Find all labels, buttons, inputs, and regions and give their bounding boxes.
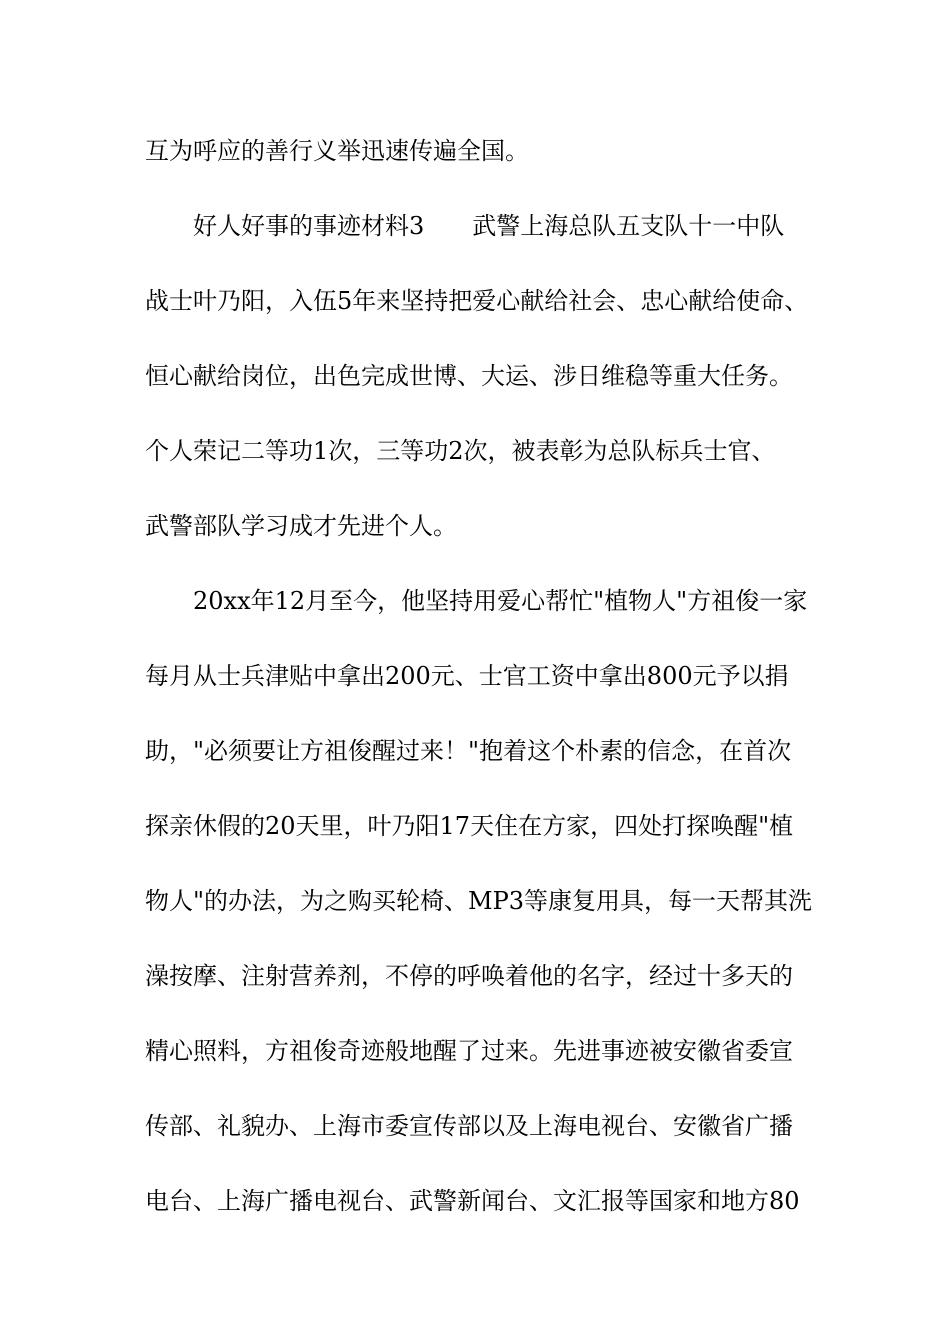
text-line-4: 恒心献给岗位，出色完成世博、大运、涉日维稳等重大任务。 <box>145 362 793 390</box>
text-line-5: 个人荣记二等功1次，三等功2次，被表彰为总队标兵士官、 <box>145 437 776 465</box>
text-line-7: 20xx年12月至今，他坚持用爱心帮忙"植物人"方祖俊一家 <box>193 587 808 615</box>
text-line-12: 澡按摩、注射营养剂，不停的呼唤着他的名字，经过十多天的 <box>145 962 793 990</box>
text-line-14: 传部、礼貌办、上海市委宣传部以及上海电视台、安徽省广播 <box>145 1112 793 1140</box>
text-line-3: 战士叶乃阳，入伍5年来坚持把爱心献给社会、忠心献给使命、 <box>145 287 809 315</box>
text-line-9: 助，"必须要让方祖俊醒过来！"抱着这个朴素的信念，在首次 <box>145 737 792 765</box>
text-line-10: 探亲休假的20天里，叶乃阳17天住在方家，四处打探唤醒"植 <box>145 812 794 840</box>
text-line-2: 好人好事的事迹材料3 武警上海总队五支队十一中队 <box>193 212 785 240</box>
text-line-11: 物人"的办法，为之购买轮椅、MP3等康复用具，每一天帮其洗 <box>145 887 813 915</box>
text-line-1: 互为呼应的善行义举迅速传遍全国。 <box>145 137 529 165</box>
text-line-8: 每月从士兵津贴中拿出200元、士官工资中拿出800元予以捐 <box>145 662 789 690</box>
text-line-13: 精心照料，方祖俊奇迹般地醒了过来。先进事迹被安徽省委宣 <box>145 1037 793 1065</box>
text-line-15: 电台、上海广播电视台、武警新闻台、文汇报等国家和地方80 <box>145 1187 800 1215</box>
text-line-6: 武警部队学习成才先进个人。 <box>145 512 457 540</box>
